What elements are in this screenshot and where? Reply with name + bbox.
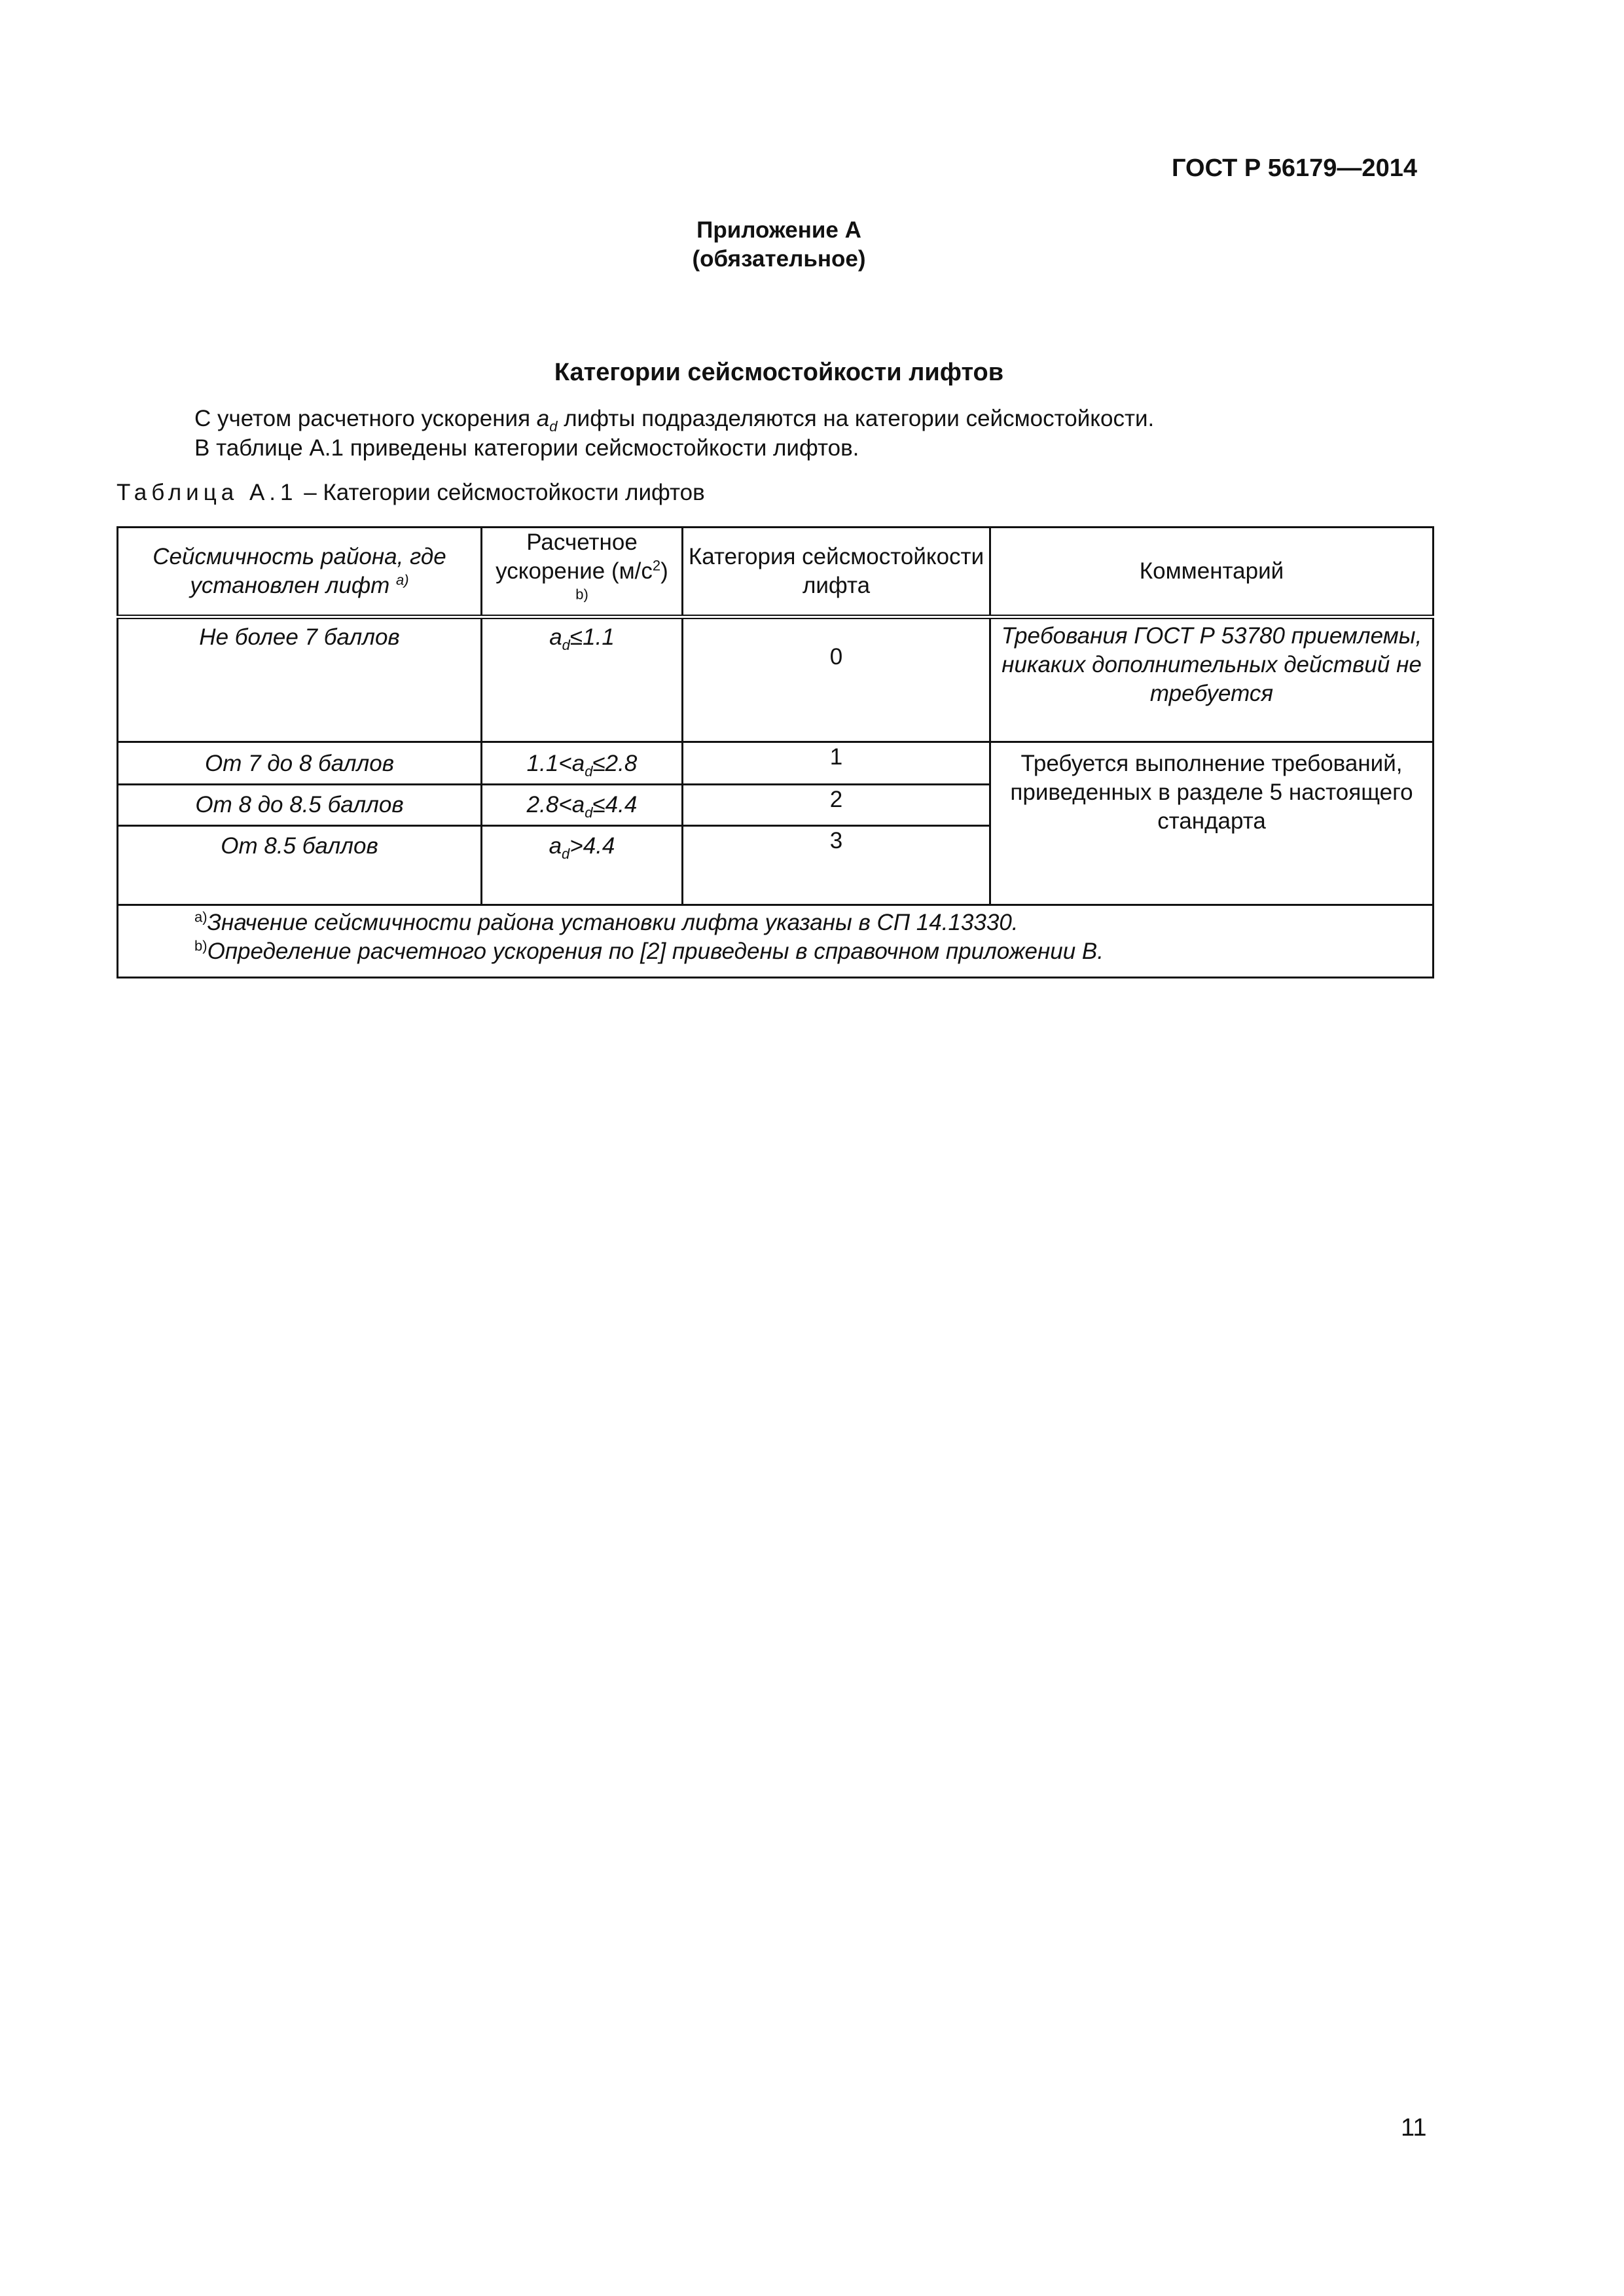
header-acceleration-close: ) <box>660 558 668 584</box>
cell-category: 0 <box>683 617 990 742</box>
acceleration-symbol: a <box>536 406 550 431</box>
header-seismicity <box>118 528 482 617</box>
intro-text-end: лифты подразделяются на категории сейсмостойкости. <box>557 406 1155 431</box>
header-category: Категория сейсмостойкости лифта <box>683 528 990 617</box>
header-acceleration-text: Расчетное ускорение (м/с <box>496 529 653 584</box>
footnote <box>194 937 1430 966</box>
header-acceleration <box>482 528 683 617</box>
acc-post: ≤2.8 <box>592 751 638 776</box>
cell-acceleration <box>482 617 683 742</box>
footnotes-row <box>118 905 1434 978</box>
cell-seismicity: От 8 до 8.5 баллов <box>118 785 482 826</box>
acc-pre: 1.1<a <box>526 751 585 776</box>
intro-paragraph-2: В таблице А.1 приведены категории сейсмостойкости лифтов. <box>194 435 859 461</box>
header-comment: Комментарий <box>990 528 1434 617</box>
header-seismicity-note: a) <box>396 571 409 588</box>
acc-pre: a <box>549 624 562 650</box>
cell-comment: Требования ГОСТ Р 53780 приемлемы, никаких дополнительных действий не требуется <box>990 617 1434 742</box>
annex-heading <box>0 216 1558 274</box>
header-acceleration-note: b) <box>575 586 588 603</box>
cell-acceleration <box>482 742 683 785</box>
acc-post: ≤1.1 <box>569 624 615 650</box>
acc-post: >4.4 <box>569 833 615 859</box>
document-code: ГОСТ Р 56179—2014 <box>1172 154 1417 182</box>
seismic-category-table <box>117 526 1434 978</box>
cell-comment-merged: Требуется выполнение требований, приведенных в разделе 5 настоящего стандарта <box>990 742 1434 905</box>
annex-status: (обязательное) <box>692 246 866 272</box>
cell-seismicity: От 7 до 8 баллов <box>118 742 482 785</box>
acceleration-subscript: d <box>549 418 558 435</box>
acc-sub: d <box>585 763 593 780</box>
cell-category: 2 <box>683 785 990 826</box>
footnote <box>194 908 1430 937</box>
cell-seismicity: Не более 7 баллов <box>118 617 482 742</box>
acc-post: ≤4.4 <box>592 792 638 817</box>
acc-sub: d <box>562 637 570 653</box>
footnote-text: Определение расчетного ускорения по [2] приведены в справочном приложении В. <box>207 939 1104 964</box>
intro-paragraph-1 <box>194 404 1154 433</box>
table-footnotes <box>118 905 1434 978</box>
table-caption-label: Таблица А.1 <box>117 480 298 505</box>
table-header-row <box>118 528 1434 617</box>
table-caption <box>117 480 705 506</box>
header-seismicity-text: Сейсмичность района, где установлен лифт <box>153 544 446 598</box>
footnote-mark: b) <box>194 937 208 954</box>
cell-category: 3 <box>683 826 990 905</box>
table-row <box>118 617 1434 742</box>
acc-pre: a <box>549 833 562 859</box>
page-number: 11 <box>1401 2114 1427 2142</box>
section-title: Категории сейсмостойкости лифтов <box>554 359 1004 386</box>
cell-category: 1 <box>683 742 990 785</box>
table-caption-text: – Категории сейсмостойкости лифтов <box>297 480 705 505</box>
footnote-mark: a) <box>194 908 208 925</box>
acc-sub: d <box>562 846 570 862</box>
footnote-text: Значение сейсмичности района установки лифта указаны в СП 14.13330. <box>207 910 1019 935</box>
cell-seismicity: От 8.5 баллов <box>118 826 482 905</box>
cell-acceleration <box>482 826 683 905</box>
cell-acceleration <box>482 785 683 826</box>
intro-text: С учетом расчетного ускорения <box>194 406 537 431</box>
annex-title: Приложение А <box>696 217 861 243</box>
table-row <box>118 742 1434 785</box>
header-acceleration-exp: 2 <box>652 557 661 574</box>
acc-pre: 2.8<a <box>526 792 585 817</box>
acc-sub: d <box>585 804 593 821</box>
